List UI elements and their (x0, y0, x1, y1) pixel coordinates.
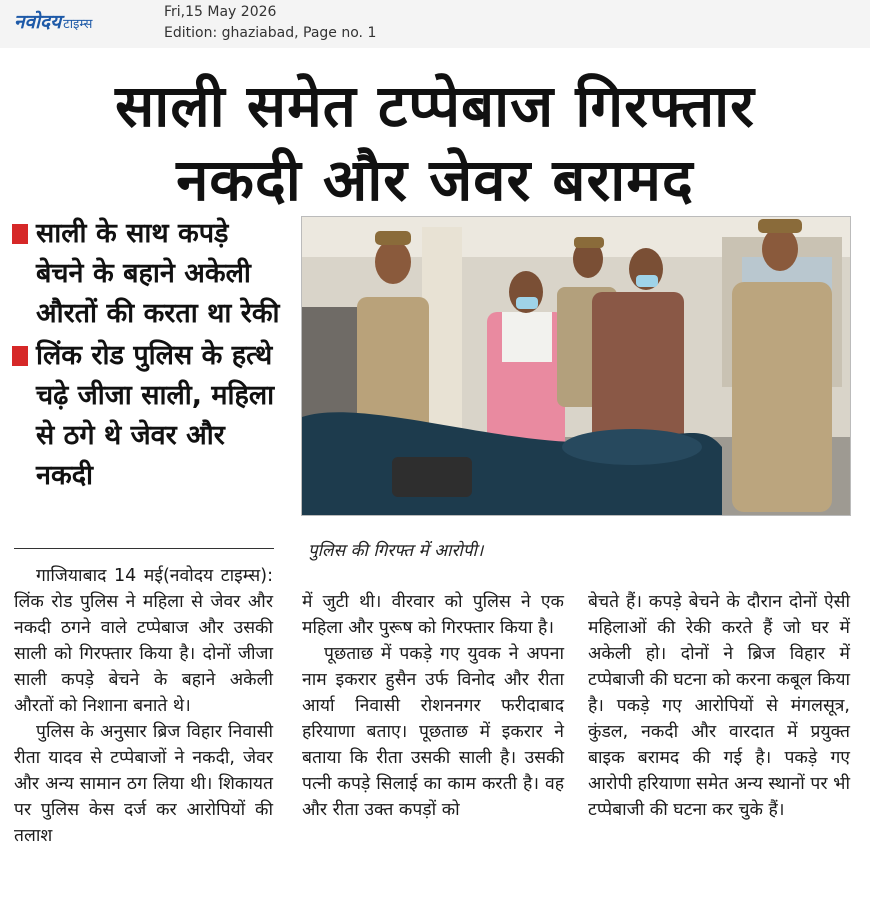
article-paragraph: पूछताछ में पकड़े गए युवक ने अपना नाम इकरार हुसैन उर्फ विनोद और रीता आर्या निवासी रोशननगर फरीदाबाद हरियाणा बताए। पूछताछ में इकरार ने बताया कि रीता उसकी साली है। उसकी पत्नी कपड़े सिलाई का काम करती है। वह और रीता उक्त कपड़ों को (302, 644, 564, 820)
headline-line-1: साली समेत टप्पेबाज गिरफ्तार (115, 72, 755, 140)
logo-main: नवोदय (14, 11, 62, 33)
article-paragraph: गाजियाबाद 14 मई(नवोदय टाइम्स): लिंक रोड पुलिस ने महिला से जेवर और नकदी ठगने वाले टप्पेबाज और उसकी साली को गिरफ्तार किया है। दोनों जीजा साली कपड़े बेचने के बहाने अकेली औरतों को निशाना बनाते थे। (14, 566, 273, 716)
kicker-item (10, 336, 280, 496)
edition-date: Fri,15 May 2026 (164, 4, 277, 20)
police-photo-illustration (302, 217, 850, 515)
photo-caption: पुलिस की गिरफ्त में आरोपी। (308, 541, 484, 561)
kicker-text: साली के साथ कपड़े बेचने के बहाने अकेली औरतों की करता था रेकी (36, 218, 280, 329)
logo-sub: टाइम्स (63, 17, 93, 32)
red-square-bullet-icon (12, 346, 28, 366)
divider (14, 548, 274, 549)
headline-line-2: नकदी और जेवर बरामद (176, 146, 694, 214)
article-paragraph: पुलिस के अनुसार ब्रिज विहार निवासी रीता यादव से टप्पेबाजों ने नकदी, जेवर और अन्य सामान ठग लिया थी। शिकायत पर पुलिस केस दर्ज कर आरोपियों की तलाश (14, 722, 273, 846)
kicker-item (10, 214, 280, 334)
article-column-2 (302, 589, 564, 823)
kicker-text: लिंक रोड पुलिस के हत्थे चढ़े जीजा साली, महिला से ठगे थे जेवर और नकदी (36, 340, 275, 491)
edition-info: Edition: ghaziabad, Page no. 1 (164, 25, 377, 41)
newspaper-logo[interactable] (14, 8, 92, 34)
news-photo[interactable] (301, 216, 851, 516)
page-header (0, 0, 870, 48)
article-column-3 (588, 589, 850, 823)
kicker-list (10, 214, 280, 496)
article-paragraph: में जुटी थी। वीरवार को पुलिस ने एक महिला और पुरूष को गिरफ्तार किया है। (302, 592, 564, 638)
article-column-1 (14, 563, 273, 849)
red-square-bullet-icon (12, 224, 28, 244)
article-paragraph: बेचते हैं। कपड़े बेचने के दौरान दोनों ऐसी महिलाओं की रेकी करते हैं जो घर में अकेली हो। दोनों ने ब्रिज विहार में टप्पेबाजी की घटना को करना कबूल किया है। पकड़े गए आरोपियों से मंगलसूत्र, कुंडल, नकदी और वारदात में प्रयुक्त बाइक बरामद की गई है। पकड़े गए आरोपी हरियाणा समेत अन्य स्थानों पर भी टप्पेबाजी की घटना कर चुके हैं। (588, 592, 850, 820)
